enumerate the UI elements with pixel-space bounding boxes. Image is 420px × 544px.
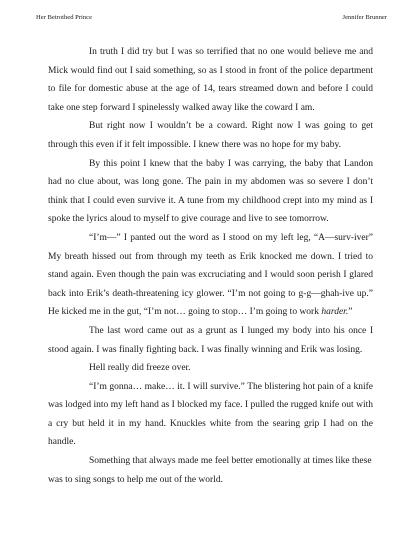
paragraph-3: By this point I knew that the baby I was carrying, the baby that Landon had no clue about, was long gone. The pain in my abdomen was so severe I don’t think that I could even survive it. A tune from my childhood crept into my mind as I spoke the lyrics aloud to myself to give courage and live to see tomorrow. [48,158,373,225]
paragraph-4 [48,229,373,322]
running-header [36,14,387,22]
paragraph-4-text: “I’m—” I panted out the word as I stood on my left leg, “A—surv-iver” My breath hissed out from through my teeth as Erik knocked me down. I tried to stand again. Even though the pain was excruciating and I would soon perish I glared back into Erik’s death-threatening icy glower. “I’m not going to g-g—ghah-ive up.” He kicked me in the gut, “I’m not… going to stop… I’m going to work [48,232,373,318]
paragraph-7: “I’m gonna… make… it. I will survive.” The blistering hot pain of a knife was lodged into my left hand as I blocked my face. I pulled the rugged knife out with a cry but held it in my hand. Knuckles white from the searing grip I had on the handle. [48,381,373,448]
paragraph-5: The last word came out as a grunt as I lunged my body into his once I stood again. I was finally fighting back. I was finally winning and Erik was losing. [48,325,373,355]
paragraph-8: Something that always made me feel better emotionally at times like these was to sing songs to help me out of the world. [48,456,372,485]
body-text [48,43,373,489]
paragraph-2: But right now I wouldn’t be a coward. Right now I was going to get through this even if it felt impossible. I knew there was no hope for my baby. [48,121,373,150]
paragraph-1: In truth I did try but I was so terrified that no one would believe me and Mick would find out I said something, so as I stood in front of the police department to file for domestic abuse at the age of 14, tears streamed down and before I could take one step forward I spinelessly walked away like the coward I am. [48,47,373,113]
header-author: Jennifer Brunner [342,14,387,21]
closing-quote: ” [348,307,353,318]
header-book-title: Her Betrothed Prince [36,14,93,21]
italic-emphasis: harder. [321,307,349,318]
paragraph-6: Hell really did freeze over. [89,363,191,374]
